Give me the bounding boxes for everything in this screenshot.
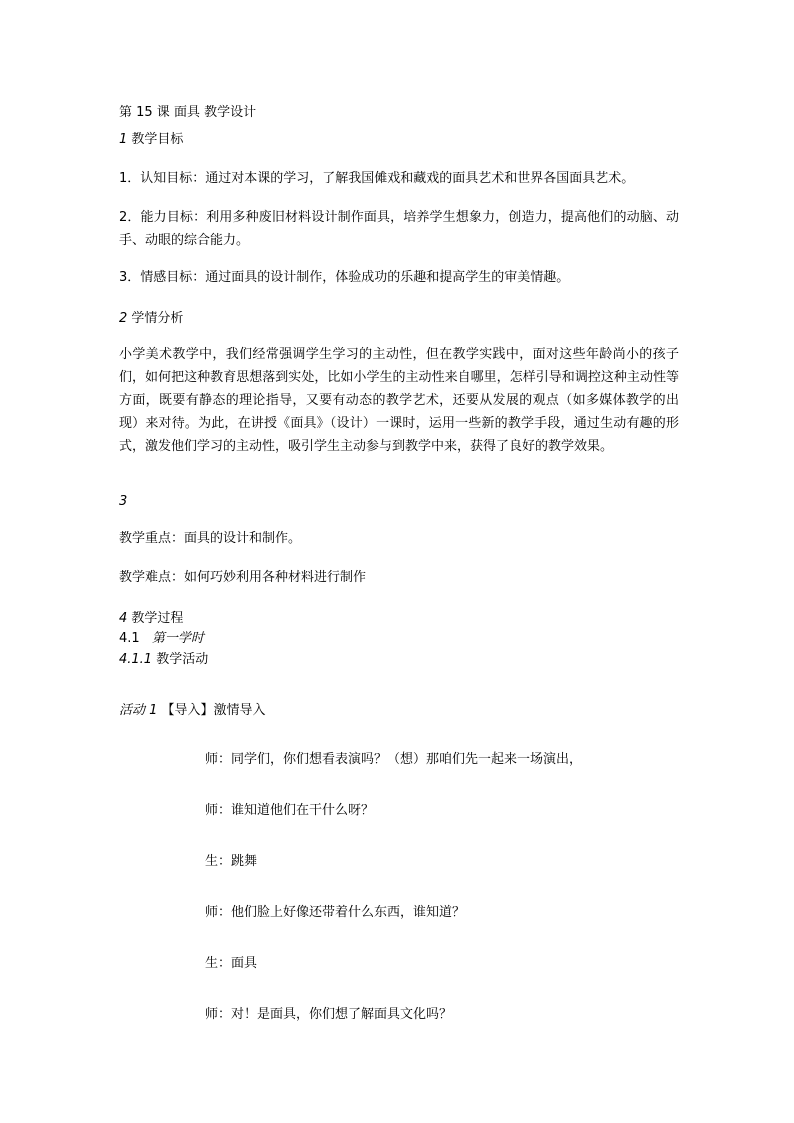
subsection-number: 4.1.1 xyxy=(119,652,153,667)
dialogue-line: 师：他们脸上好像还带着什么东西，谁知道？ xyxy=(205,905,466,920)
activity-prefix: 活动 1 xyxy=(119,703,158,718)
subsection-label: 第一学时 xyxy=(151,631,204,646)
section-heading-text: 学情分析 xyxy=(131,311,184,326)
activity-label: 【导入】激情导入 xyxy=(161,703,266,718)
analysis-paragraph: 小学美术教学中，我们经常强调学生学习的主动性，但在教学实践中，面对这些年龄尚小的孩子们，如何把这种教育思想落到实处，比如小学生的主动性来自哪里，怎样引导和调控这种主动性等方面，既要有静态的理论指导，又要有动态的教学艺术，还要从发展的观点（如多媒体教学的出现）来对待。为此，在讲授《面具》（设计）一课时，运用一些新的教学手段，通过生动有趣的形式，激发他们学习的主动性，吸引学生主动参与到教学中来，获得了良好的教学效果。 xyxy=(119,347,679,454)
objective-item: 3．情感目标：通过面具的设计制作，体验成功的乐趣和提高学生的审美情趣。 xyxy=(119,270,570,285)
teaching-difficulty: 教学难点：如何巧妙利用各种材料进行制作 xyxy=(119,570,367,585)
section-heading-analysis xyxy=(119,310,183,328)
section-number: 2 xyxy=(119,311,128,326)
dialogue-line: 师：同学们，你们想看表演吗？（想）那咱们先一起来一场演出， xyxy=(205,752,583,767)
section-number: 1 xyxy=(119,132,128,147)
subsection-label: 教学活动 xyxy=(156,652,209,667)
section-number-key-points: 3 xyxy=(119,494,128,509)
dialogue-line: 师：谁知道他们在干什么呀？ xyxy=(205,803,375,818)
document-title: 第 15 课 面具 教学设计 xyxy=(119,105,257,120)
subsection-heading-lesson xyxy=(119,630,204,648)
dialogue-line: 师：对！是面具，你们想了解面具文化吗？ xyxy=(205,1007,453,1022)
teaching-focus: 教学重点：面具的设计和制作。 xyxy=(119,531,302,546)
subsection-number: 4.1 xyxy=(119,631,140,646)
dialogue-line: 生：跳舞 xyxy=(205,854,258,869)
section-number: 4 xyxy=(119,611,128,626)
section-heading-objectives xyxy=(119,131,183,149)
subsection-heading-activities xyxy=(119,651,208,669)
section-heading-process xyxy=(119,610,183,628)
section-heading-text: 教学目标 xyxy=(131,132,184,147)
objective-item: 2．能力目标：利用多种废旧材料设计制作面具，培养学生想象力，创造力，提高他们的动脑、动手、动眼的综合能力。 xyxy=(119,210,679,248)
section-heading-text: 教学过程 xyxy=(131,611,184,626)
objective-item: 1．认知目标：通过对本课的学习，了解我国傩戏和藏戏的面具艺术和世界各国面具艺术。 xyxy=(119,171,635,186)
activity-heading xyxy=(119,702,266,720)
dialogue-line: 生：面具 xyxy=(205,956,258,971)
